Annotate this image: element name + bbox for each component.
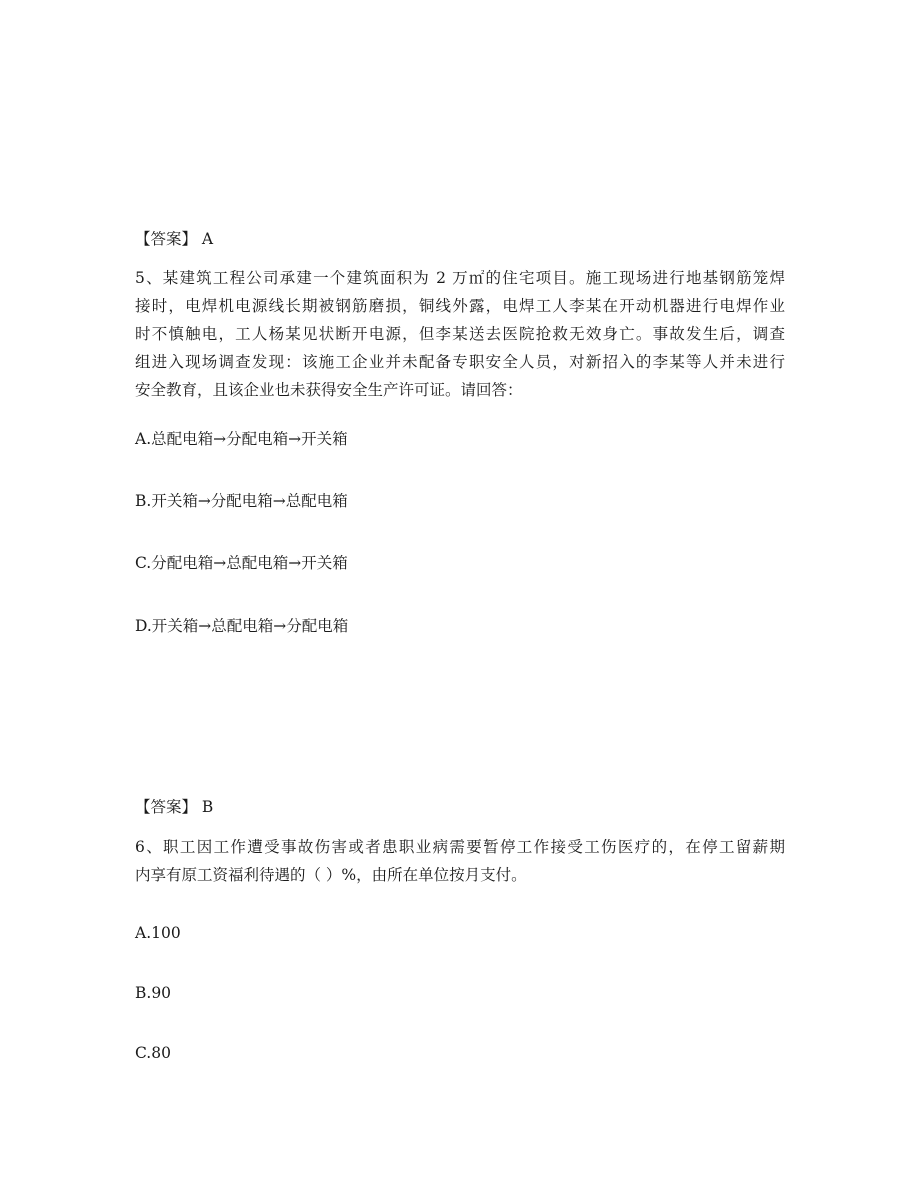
question-5-line: 安全教育，且该企业也未获得安全生产许可证。请回答： xyxy=(135,381,523,399)
question-5-line: 组进入现场调查发现：该施工企业并未配备专职安全人员，对新招入的李某等人并未进行 xyxy=(135,353,785,371)
question-6-line: 内享有原工资福利待遇的（ ）%，由所在单位按月支付。 xyxy=(135,866,527,884)
question-5-line: 接时，电焊机电源线长期被钢筋磨损，铜线外露，电焊工人李某在开动机器进行电焊作业 xyxy=(135,297,785,315)
question-6-option-b: B.90 xyxy=(135,984,172,1002)
question-6-text xyxy=(135,833,785,889)
question-5-option-c: C.分配电箱→总配电箱→开关箱 xyxy=(135,554,348,572)
question-6-option-c: C.80 xyxy=(135,1044,171,1062)
answer-b-label: 【答案】 B xyxy=(135,798,214,816)
answer-a-label: 【答案】 A xyxy=(135,230,214,248)
question-6-option-a: A.100 xyxy=(135,924,181,942)
question-5-option-b: B.开关箱→分配电箱→总配电箱 xyxy=(135,492,348,510)
question-5-line: 5、某建筑工程公司承建一个建筑面积为 2 万㎡的住宅项目。施工现场进行地基钢筋笼焊 xyxy=(135,269,785,287)
question-5-text xyxy=(135,264,785,404)
question-6-line: 6、职工因工作遭受事故伤害或者患职业病需要暂停工作接受工伤医疗的，在停工留薪期 xyxy=(135,838,785,856)
question-5-line: 时不慎触电，工人杨某见状断开电源，但李某送去医院抢救无效身亡。事故发生后，调查 xyxy=(135,325,785,343)
question-5-option-a: A.总配电箱→分配电箱→开关箱 xyxy=(135,430,348,448)
question-5-option-d: D.开关箱→总配电箱→分配电箱 xyxy=(135,617,349,635)
